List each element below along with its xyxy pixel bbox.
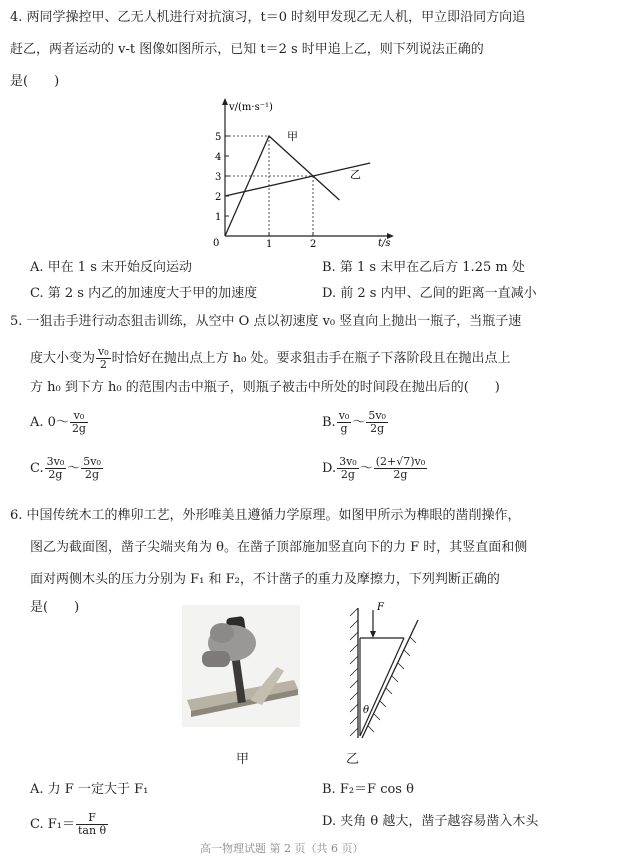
q4-option-c[interactable]: C. 第 2 s 内乙的加速度大于甲的加速度 [30,286,258,301]
q6-line2: 图乙为截面图，凿子尖端夹角为 θ。在凿子顶部施加竖直向下的力 F 时，其竖直面和侧 [30,540,528,555]
y-tick-label: 5 [215,132,222,143]
chisel-photo [182,605,300,727]
series-yi-line [225,163,370,196]
q4-option-b[interactable]: B. 第 1 s 末甲在乙后方 1.25 m 处 [322,260,525,275]
q4-option-d[interactable]: D. 前 2 s 内甲、乙间的距离一直减小 [322,286,537,301]
q6-option-d[interactable]: D. 夹角 θ 越大，凿子越容易凿入木头 [322,814,539,829]
force-arrow-head [370,631,376,638]
q5-line2-start: 度大小变为 [30,351,96,366]
q5-option-a[interactable]: A. 0～ $\frac{\text{v₀}}{2g}$ [30,409,86,435]
q5-line1: 5. 一狙击手进行动态狙击训练，从空中 O 点以初速度 v₀ 竖直向上抛出一瓶子，当瓶子速 [10,314,522,329]
q4-line3: 是( ) [10,74,60,89]
q5-line3: 方 h₀ 到下方 h₀ 的范围内击中瓶子，则瓶子被击中所处的时间段在抛出后的( ) [30,380,500,395]
q6-line3: 面对两侧木头的压力分别为 F₁ 和 F₂，不计凿子的重力及摩擦力，下列判断正确的 [30,572,500,587]
q6-option-a[interactable]: A. 力 F 一定大于 F₁ [30,782,149,797]
graph-y-label: v/(m·s⁻¹) [229,102,273,113]
q4-line1: 4. 两同学操控甲、乙无人机进行对抗演习，t＝0 时刻甲发现乙无人机，甲立即沿同方向追 [10,10,526,25]
q5-option-b[interactable]: B. $\frac{\text{v₀}}{g}$ ～ $\frac{\text{5v₀}}{2g}$ [322,409,386,435]
q4-option-a[interactable]: A. 甲在 1 s 末开始反向运动 [30,260,192,275]
x-tick-label: 1 [266,239,273,248]
series-yi-label: 乙 [350,168,361,181]
q4-vt-graph [200,96,400,248]
y-tick-label: 2 [215,192,222,203]
force-label: F [377,602,384,613]
series-jia-label: 甲 [287,130,298,143]
graph-x-label: t/s [378,238,391,248]
fig-jia-caption: 甲 [236,752,250,767]
q5-option-d[interactable]: D. $\frac{\text{3v₀}}{2g}$ ～ $\frac{\text{(2+√7)v₀}}{2g}$ [322,455,426,481]
q6-option-c[interactable]: C. F₁＝ $\frac{F}{\text{tan θ}}$ [30,811,107,837]
q5-option-c[interactable]: C. $\frac{\text{3v₀}}{2g}$ ～ $\frac{\text{5v₀}}{2g}$ [30,455,101,481]
page-footer: 高一物理试题 第 2 页（共 6 页） [200,842,364,855]
graph-y-arrow [222,98,228,105]
graph-origin-label: 0 [213,238,220,248]
chisel-cross-section [338,598,428,746]
series-jia-line [225,136,339,236]
q6-line1: 6. 中国传统木工的榫卯工艺，外形唯美且遵循力学原理。如图甲所示为榫眼的凿削操作， [10,508,521,523]
q5-line2-fraction: $\frac{\text{v₀}}{2}$ [98,345,109,371]
q6-line4: 是( ) [30,600,80,615]
x-tick-label: 2 [310,239,317,248]
y-tick-label: 1 [215,212,222,223]
y-tick-label: 3 [215,172,222,183]
q5-line2 [10,346,511,371]
q5-line2-end: 时恰好在抛出点上方 h₀ 处。要求狙击手在瓶子下落阶段且在抛出点上 [111,351,511,366]
fig-yi-caption: 乙 [346,752,360,767]
theta-label: θ [363,705,370,716]
q6-option-b[interactable]: B. F₂＝F cos θ [322,782,414,797]
y-tick-label: 4 [215,152,222,163]
q4-line2: 赶乙，两者运动的 v-t 图像如图所示，已知 t＝2 s 时甲追上乙，则下列说法正确的 [10,42,484,57]
